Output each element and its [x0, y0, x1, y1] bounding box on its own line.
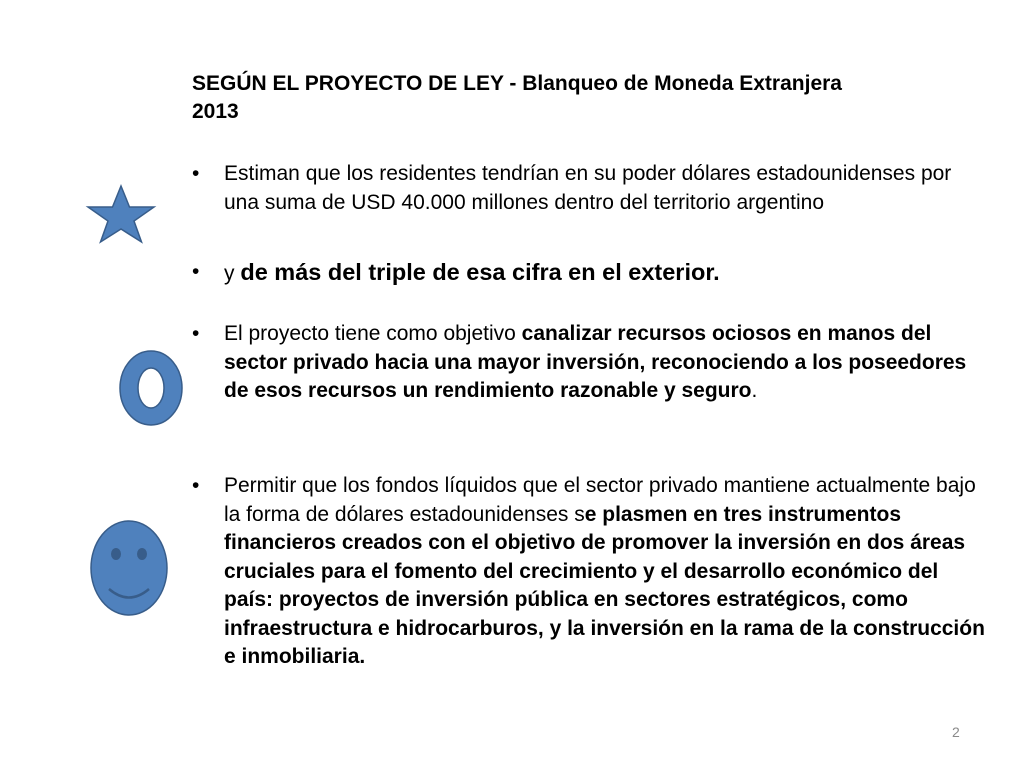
bullet-project-objective — [192, 320, 987, 406]
bullet-text: Estiman que los residentes tendrían en su poder dólares estadounidenses por una suma de USD 40.000 millones dentro del territorio argentino — [224, 162, 952, 214]
bullet-symbol: • — [192, 260, 200, 283]
slide-title: SEGÚN EL PROYECTO DE LEY - Blanqueo de Moneda Extranjera 2013 — [192, 72, 842, 123]
page-number: 2 — [952, 724, 960, 740]
bullet-triple-abroad — [192, 258, 987, 289]
bullet-liquid-funds — [192, 472, 987, 672]
bullet-residents-estimate — [192, 160, 987, 217]
star-icon — [84, 184, 158, 244]
bullet-text: y de más del triple de esa cifra en el exterior. — [224, 259, 720, 285]
ring-icon — [116, 348, 186, 428]
bullet-text: El proyecto tiene como objetivo canalizar recursos ociosos en manos del sector privado hacia una mayor inversión, reconociendo a los poseedores de esos recursos un rendimiento razonable y seguro. — [224, 322, 967, 402]
smiley-face-icon — [88, 518, 170, 618]
bullet-text: Permitir que los fondos líquidos que el sector privado mantiene actualmente bajo la forma de dólares estadounidenses se plasmen en tres instrumentos financieros creados con el objetivo de promover la inversión en dos áreas cruciales para el fomento del crecimiento y el desarrollo económico del país: proyectos de inversión pública en sectores estratégicos, como infraestructura e hidrocarburos, y la inversión en la rama de la construcción e inmobiliaria. — [224, 474, 985, 668]
bullet-symbol: • — [192, 162, 200, 185]
bullet-symbol: • — [192, 322, 200, 345]
bullet-symbol: • — [192, 474, 200, 497]
